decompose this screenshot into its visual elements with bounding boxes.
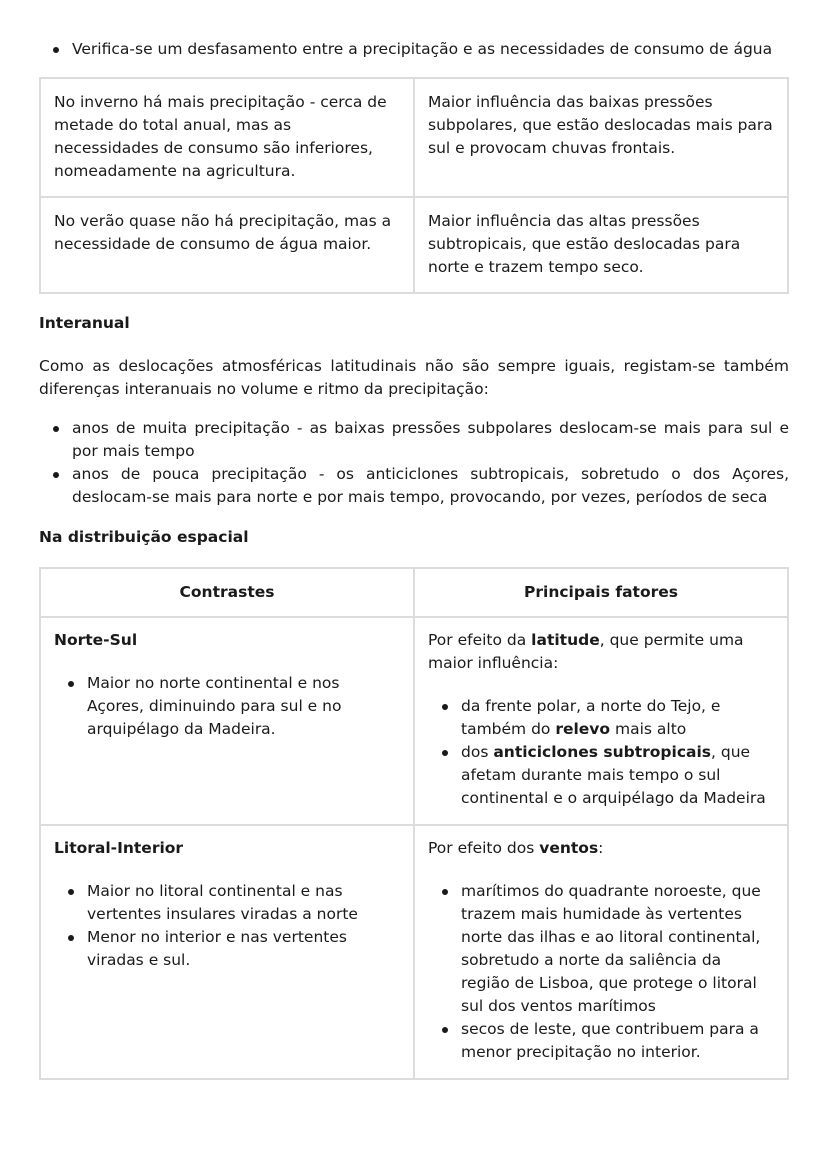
bold-term: relevo: [555, 720, 611, 738]
table-cell: Maior influência das baixas pressões subpolares, que estão deslocadas mais para sul e provocam chuvas frontais.: [414, 78, 788, 197]
table-header-row: [40, 568, 788, 617]
list-item: Maior no litoral continental e nas vertentes insulares viradas a norte: [87, 880, 400, 926]
contrast-list: [54, 880, 400, 972]
column-header-fatores: Principais fatores: [414, 568, 788, 617]
factor-intro: [428, 629, 774, 675]
table-cell: [40, 825, 414, 1079]
table-row: [40, 825, 788, 1079]
row-title-norte-sul: Norte-Sul: [54, 631, 138, 649]
table-row: [40, 197, 788, 293]
text-run: :: [598, 839, 604, 857]
list-item: marítimos do quadrante noroeste, que trazem mais humidade às vertentes norte das ilhas e ao litoral continental, sobretudo a norte da saliência da região de Lisboa, que protege o litoral sul dos ventos marítimos: [461, 880, 774, 1018]
intro-list: [39, 38, 789, 61]
list-item: secos de leste, que contribuem para a menor precipitação no interior.: [461, 1018, 774, 1064]
bold-term: ventos: [539, 839, 599, 857]
table-row: [40, 617, 788, 825]
factor-list: [428, 880, 774, 1064]
factor-list: [428, 695, 774, 810]
interanual-paragraph: Como as deslocações atmosféricas latitudinais não são sempre iguais, registam-se também diferenças interanuais no volume e ritmo da precipitação:: [39, 357, 789, 398]
table-row: [40, 78, 788, 197]
text-run: , que permite uma maior influência:: [428, 631, 744, 672]
interanual-list: [39, 417, 789, 509]
table-cell: [40, 617, 414, 825]
list-item: Verifica-se um desfasamento entre a precipitação e as necessidades de consumo de água: [72, 38, 789, 61]
column-header-contrastes: Contrastes: [40, 568, 414, 617]
table-cell: No inverno há mais precipitação - cerca de metade do total anual, mas as necessidades de consumo são inferiores, nomeadamente na agricultura.: [40, 78, 414, 197]
text-run: , que afetam durante mais tempo o sul continental e o arquipélago da Madeira: [461, 743, 766, 807]
text-run: dos: [461, 743, 494, 761]
seasonal-table: [39, 77, 789, 294]
row-title-litoral-interior: Litoral-Interior: [54, 839, 184, 857]
list-item: [461, 695, 774, 741]
section-heading-interanual: Interanual: [39, 314, 130, 332]
list-item: anos de muita precipitação - as baixas pressões subpolares deslocam-se mais para sul e por mais tempo: [72, 417, 789, 463]
list-item: Menor no interior e nas vertentes viradas e sul.: [87, 926, 400, 972]
list-item: [461, 741, 774, 810]
table-cell: [414, 617, 788, 825]
text-run: da frente polar, a norte do Tejo, e também do: [461, 697, 721, 738]
table-cell: [414, 825, 788, 1079]
text-run: Por efeito dos: [428, 839, 540, 857]
spatial-table: [39, 567, 789, 1080]
list-item: anos de pouca precipitação - os anticiclones subtropicais, sobretudo o dos Açores, deslocam-se mais para norte e por mais tempo, provocando, por vezes, períodos de seca: [72, 463, 789, 509]
factor-intro: [428, 837, 774, 860]
table-cell: Maior influência das altas pressões subtropicais, que estão deslocadas para norte e trazem tempo seco.: [414, 197, 788, 293]
table-cell: No verão quase não há precipitação, mas a necessidade de consumo de água maior.: [40, 197, 414, 293]
text-run: mais alto: [610, 720, 687, 738]
section-heading-espacial: Na distribuição espacial: [39, 528, 249, 546]
bold-term: latitude: [531, 631, 600, 649]
contrast-list: [54, 672, 400, 741]
list-item: Maior no norte continental e nos Açores, diminuindo para sul e no arquipélago da Madeira.: [87, 672, 400, 741]
text-run: Por efeito da: [428, 631, 532, 649]
bold-term: anticiclones subtropicais: [493, 743, 712, 761]
